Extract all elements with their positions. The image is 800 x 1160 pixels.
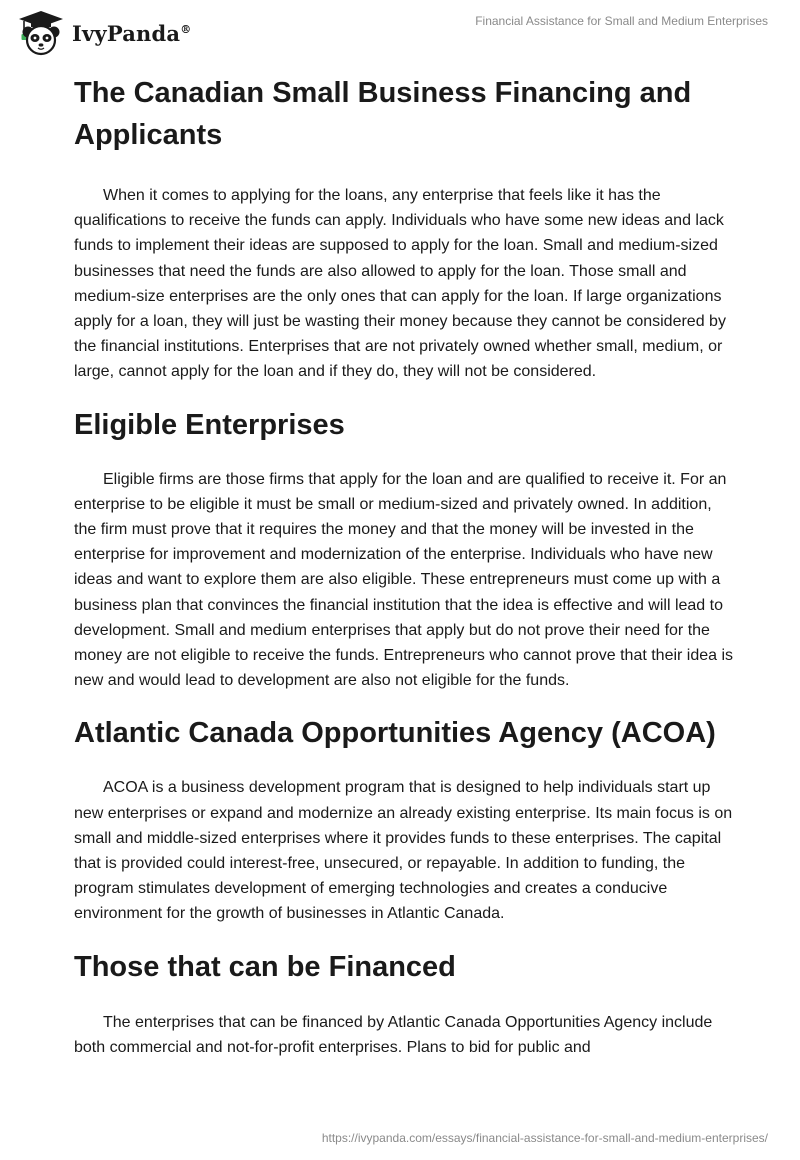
section-those-that-can-be-financed xyxy=(74,946,734,1060)
section-paragraph: ACOA is a business development program that is designed to help individuals start up new enterprises or expand and modernize an already existing enterprise. Its main focus is on small and middle-sized enterprises where it provides funds to these enterprises. The capital that is provided could interest-free, unsecured, or repayable. In addition to funding, the program stimulates development of emerging technologies and creates a conducive environment for the growth of businesses in Atlantic Canada. xyxy=(74,779,733,923)
section-canadian-small-business-financing xyxy=(74,72,734,385)
panda-graduate-icon xyxy=(16,8,66,58)
section-acoa xyxy=(74,712,734,926)
section-eligible-enterprises xyxy=(74,404,734,694)
section-paragraph: The enterprises that can be financed by Atlantic Canada Opportunities Agency include both commercial and not-for-profit enterprises. Plans to bid for public and xyxy=(74,1013,713,1056)
brand-name: IvyPanda® xyxy=(72,20,192,46)
section-heading: Eligible Enterprises xyxy=(74,408,345,441)
source-url[interactable]: https://ivypanda.com/essays/financial-assistance-for-small-and-medium-enterprises/ xyxy=(321,1131,768,1145)
ivypanda-logo[interactable] xyxy=(16,8,191,58)
section-heading: Those that can be Financed xyxy=(74,950,456,983)
essay-content xyxy=(74,72,734,1060)
registered-mark: ® xyxy=(180,22,192,36)
section-paragraph: When it comes to applying for the loans, any enterprise that feels like it has the qualifications to receive the funds can apply. Individuals who have some new ideas and lack funds to implement their ideas are supposed to apply for the loan. Small and medium-sized businesses that need the funds are also allowed to apply for the loan. Those small and medium-size enterprises are the only ones that can apply for the loan. If large organizations apply for a loan, they will just be wasting their money because they cannot be considered by the financial institutions. Enterprises that are not privately owned whether small, medium, or large, cannot apply for the loan and if they do, they will not be considered. xyxy=(74,187,726,381)
section-paragraph: Eligible firms are those firms that apply for the loan and are qualified to receive it. For an enterprise to be eligible it must be small or medium-sized and privately owned. In addition, the firm must prove that it requires the money and that the money will be invested in the enterprise for improvement and modernization of the enterprise. Individuals who have new ideas and want to explore them are also eligible. These entrepreneurs must come up with a business plan that convinces the financial institution that the idea is effective and will lead to development. Small and medium enterprises that apply but do not prove their need for the money are not eligible to receive the funds. Entrepreneurs who cannot prove that their idea is new and would lead to development are also not eligible for the funds. xyxy=(74,470,734,690)
section-heading: Atlantic Canada Opportunities Agency (ACOA) xyxy=(74,717,716,750)
document-title: Financial Assistance for Small and Medium Enterprises xyxy=(475,14,768,28)
section-heading: The Canadian Small Business Financing and Applicants xyxy=(74,77,692,151)
page-header xyxy=(0,0,800,70)
